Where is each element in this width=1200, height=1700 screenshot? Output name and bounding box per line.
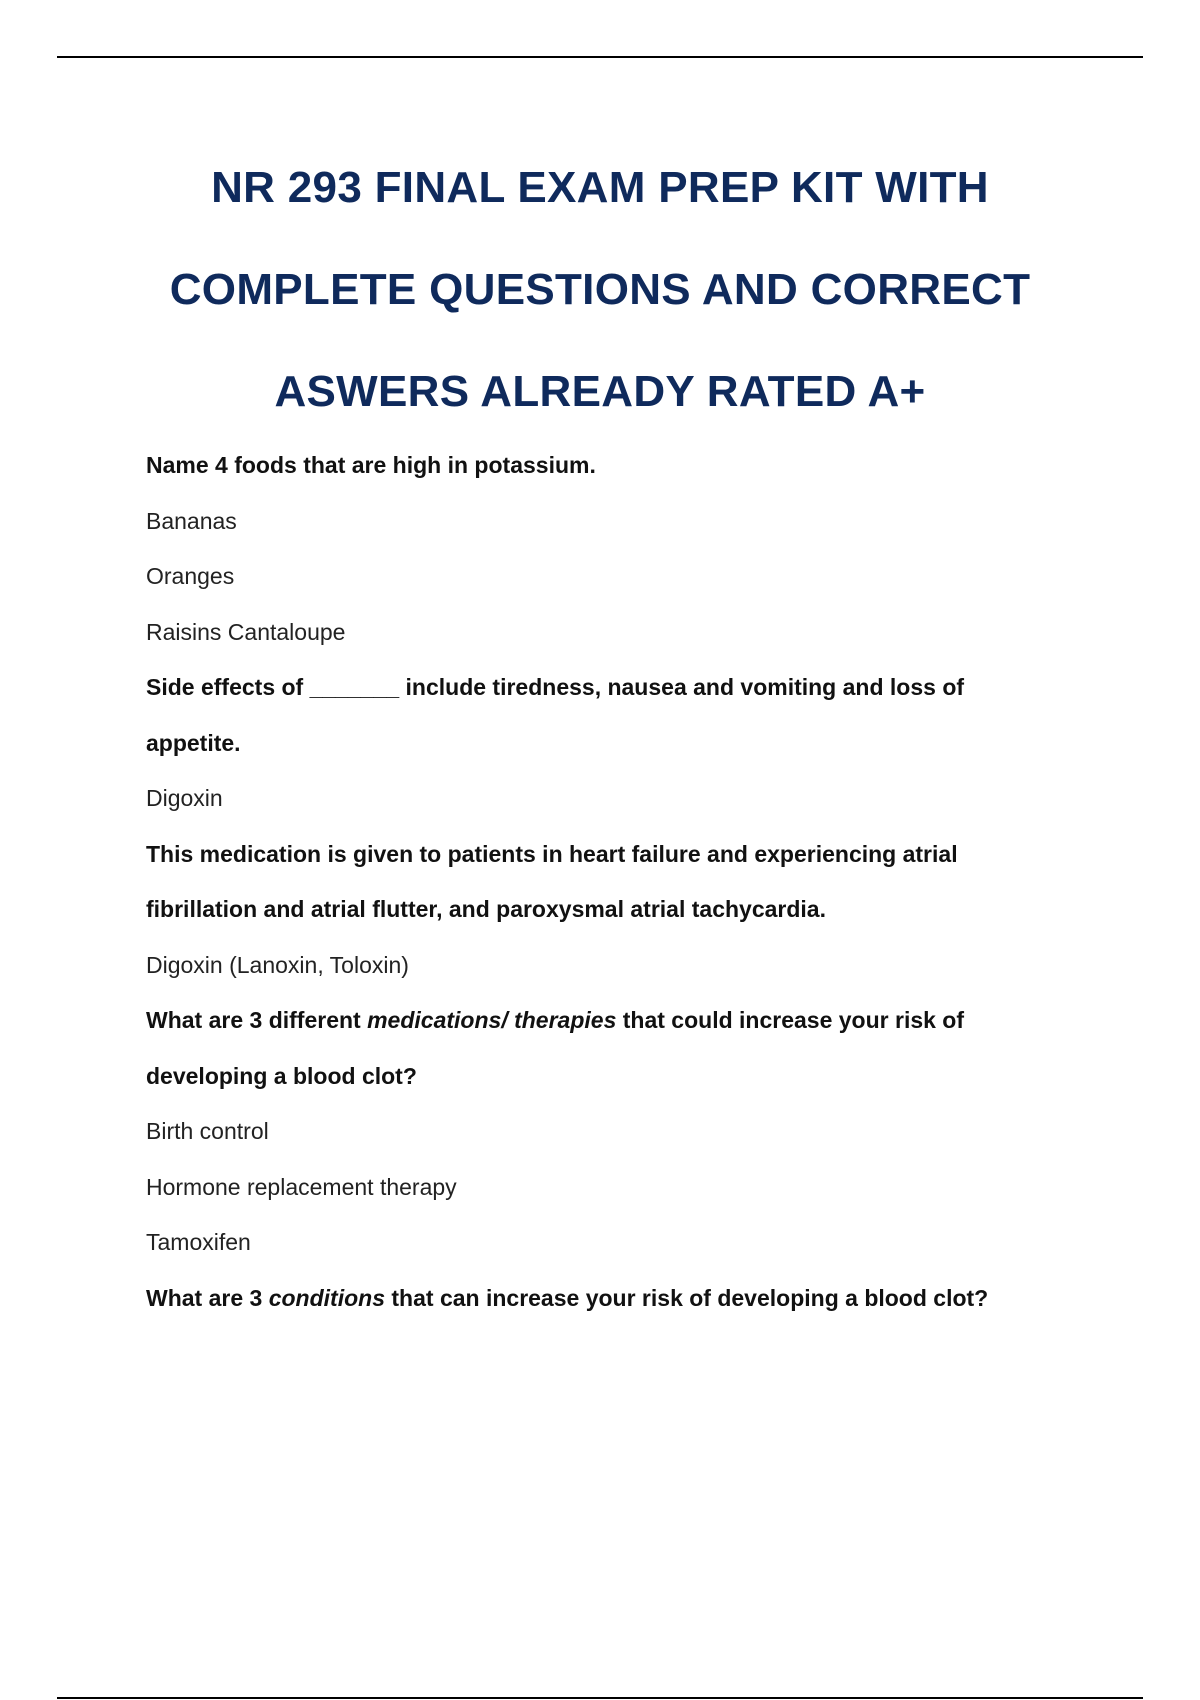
document-title: [57, 137, 1143, 443]
title-line: ASWERS ALREADY RATED A+: [274, 367, 926, 416]
answer: Oranges: [146, 563, 235, 589]
footer-rule: [57, 1697, 1143, 1699]
question: Name 4 foods that are high in potassium.: [146, 452, 596, 478]
question-text: What are 3 different: [146, 1007, 368, 1033]
question-continuation: fibrillation and atrial flutter, and paroxysmal atrial tachycardia.: [146, 896, 826, 922]
answer: Tamoxifen: [146, 1229, 251, 1255]
qa-content: [146, 438, 1066, 1326]
question-continuation: appetite.: [146, 729, 241, 756]
question-continuation: developing a blood clot?: [146, 1062, 417, 1089]
question: [146, 993, 1066, 1049]
answer: Birth control: [146, 1118, 269, 1144]
question-text: that could increase your risk of: [616, 1007, 965, 1033]
question-emphasis: medications/ therapies: [367, 1007, 617, 1033]
answer: Digoxin: [146, 785, 223, 811]
answer: Raisins Cantaloupe: [146, 618, 346, 645]
header-rule: [57, 56, 1143, 58]
question-text: What are 3: [146, 1284, 269, 1311]
answer: Digoxin (Lanoxin, Toloxin): [146, 951, 409, 978]
question: This medication is given to patients in heart failure and experiencing atrial: [146, 840, 958, 867]
question: Side effects of _______ include tiredness, nausea and vomiting and loss of: [146, 674, 965, 700]
question-text: that can increase your risk of developing a blood clot?: [385, 1284, 989, 1311]
answer: Hormone replacement therapy: [146, 1173, 457, 1200]
answer: Bananas: [146, 507, 237, 534]
question-emphasis: conditions: [268, 1284, 385, 1311]
title-line: NR 293 FINAL EXAM PREP KIT WITH: [211, 163, 989, 212]
question: [146, 1271, 1066, 1327]
title-line: COMPLETE QUESTIONS AND CORRECT: [169, 265, 1031, 314]
